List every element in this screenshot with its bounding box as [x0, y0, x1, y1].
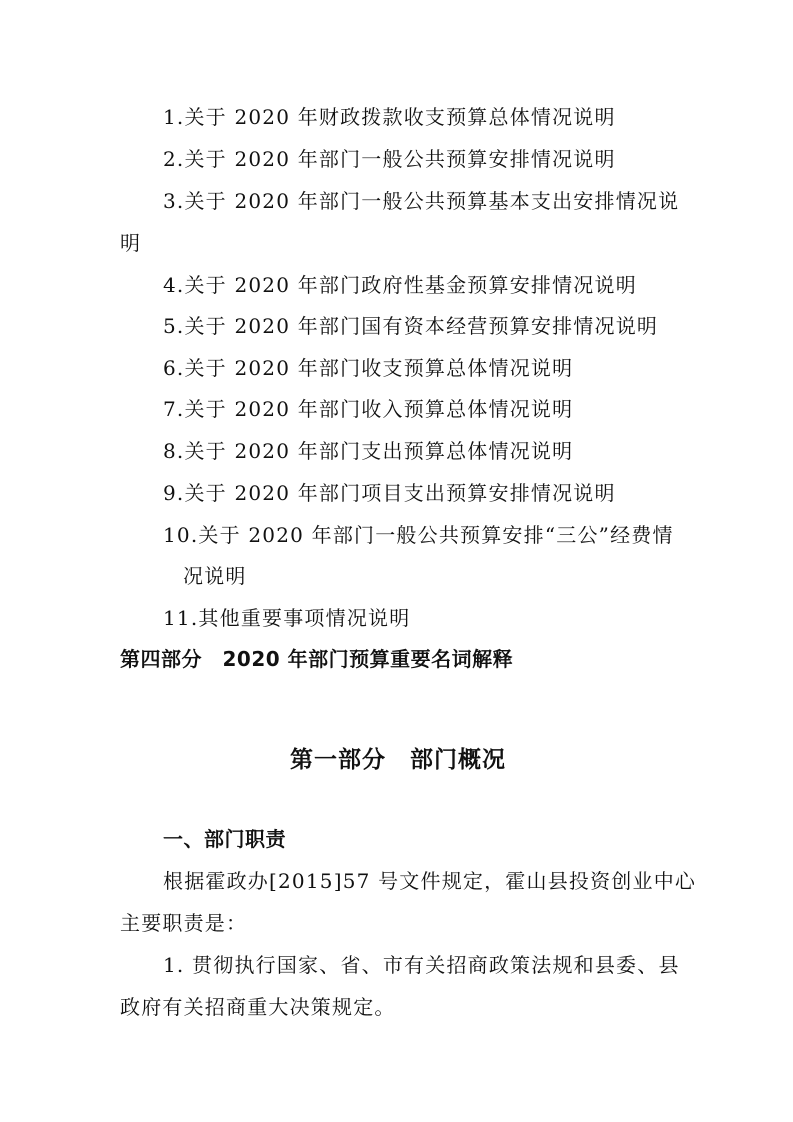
toc-item-1: [163, 104, 616, 130]
toc-item-number: 7.: [163, 397, 185, 421]
toc-item-text: 关于 2020 年部门一般公共预算基本支出安排情况说: [184, 189, 680, 213]
toc-item-10-continuation: 况说明: [183, 564, 247, 588]
toc-item-number: 3.: [163, 189, 185, 213]
duty-item-1: 1. 贯彻执行国家、省、市有关招商政策法规和县委、县: [163, 953, 680, 977]
toc-item-text: 关于 2020 年部门支出预算总体情况说明: [184, 439, 574, 463]
toc-item-text: 关于 2020 年部门政府性基金预算安排情况说明: [184, 273, 637, 297]
toc-item-number: 2.: [163, 147, 185, 171]
paragraph-line: 主要职责是：: [120, 911, 248, 935]
toc-item-3: [163, 188, 679, 214]
toc-item-2: [163, 146, 616, 172]
toc-item-text: 关于 2020 年部门项目支出预算安排情况说明: [184, 481, 616, 505]
toc-item-7: [163, 396, 573, 422]
toc-item-text: 关于 2020 年部门一般公共预算安排情况说明: [184, 147, 616, 171]
toc-item-4: [163, 272, 637, 298]
toc-item-number: 11.: [163, 606, 199, 630]
toc-item-number: 10.: [163, 523, 199, 547]
toc-item-text: 关于 2020 年部门一般公共预算安排“三公”经费情: [198, 523, 674, 547]
toc-item-text: 关于 2020 年部门国有资本经营预算安排情况说明: [184, 314, 659, 338]
section-subheading: 一、部门职责: [163, 827, 286, 851]
toc-item-6: [163, 355, 573, 381]
toc-part-four: 第四部分 2020 年部门预算重要名词解释: [120, 647, 514, 671]
toc-item-5: [163, 313, 658, 339]
toc-item-10: [163, 522, 674, 548]
toc-item-number: 6.: [163, 356, 185, 380]
toc-item-number: 9.: [163, 481, 185, 505]
toc-item-11: [163, 605, 410, 631]
toc-item-number: 8.: [163, 439, 185, 463]
toc-item-text: 其他重要事项情况说明: [198, 606, 411, 630]
paragraph-line: 根据霍政办[2015]57 号文件规定，霍山县投资创业中心: [163, 869, 697, 893]
toc-item-number: 5.: [163, 314, 185, 338]
toc-item-3-continuation: 明: [120, 231, 142, 255]
toc-item-9: [163, 480, 616, 506]
toc-item-text: 关于 2020 年部门收入预算总体情况说明: [184, 397, 574, 421]
toc-item-number: 1.: [163, 105, 185, 129]
section-title: 第一部分 部门概况: [290, 747, 506, 773]
toc-item-8: [163, 438, 573, 464]
toc-item-number: 4.: [163, 273, 185, 297]
toc-item-text: 关于 2020 年财政拨款收支预算总体情况说明: [184, 105, 616, 129]
duty-item-1-continuation: 政府有关招商重大决策规定。: [120, 995, 396, 1019]
toc-item-text: 关于 2020 年部门收支预算总体情况说明: [184, 356, 574, 380]
